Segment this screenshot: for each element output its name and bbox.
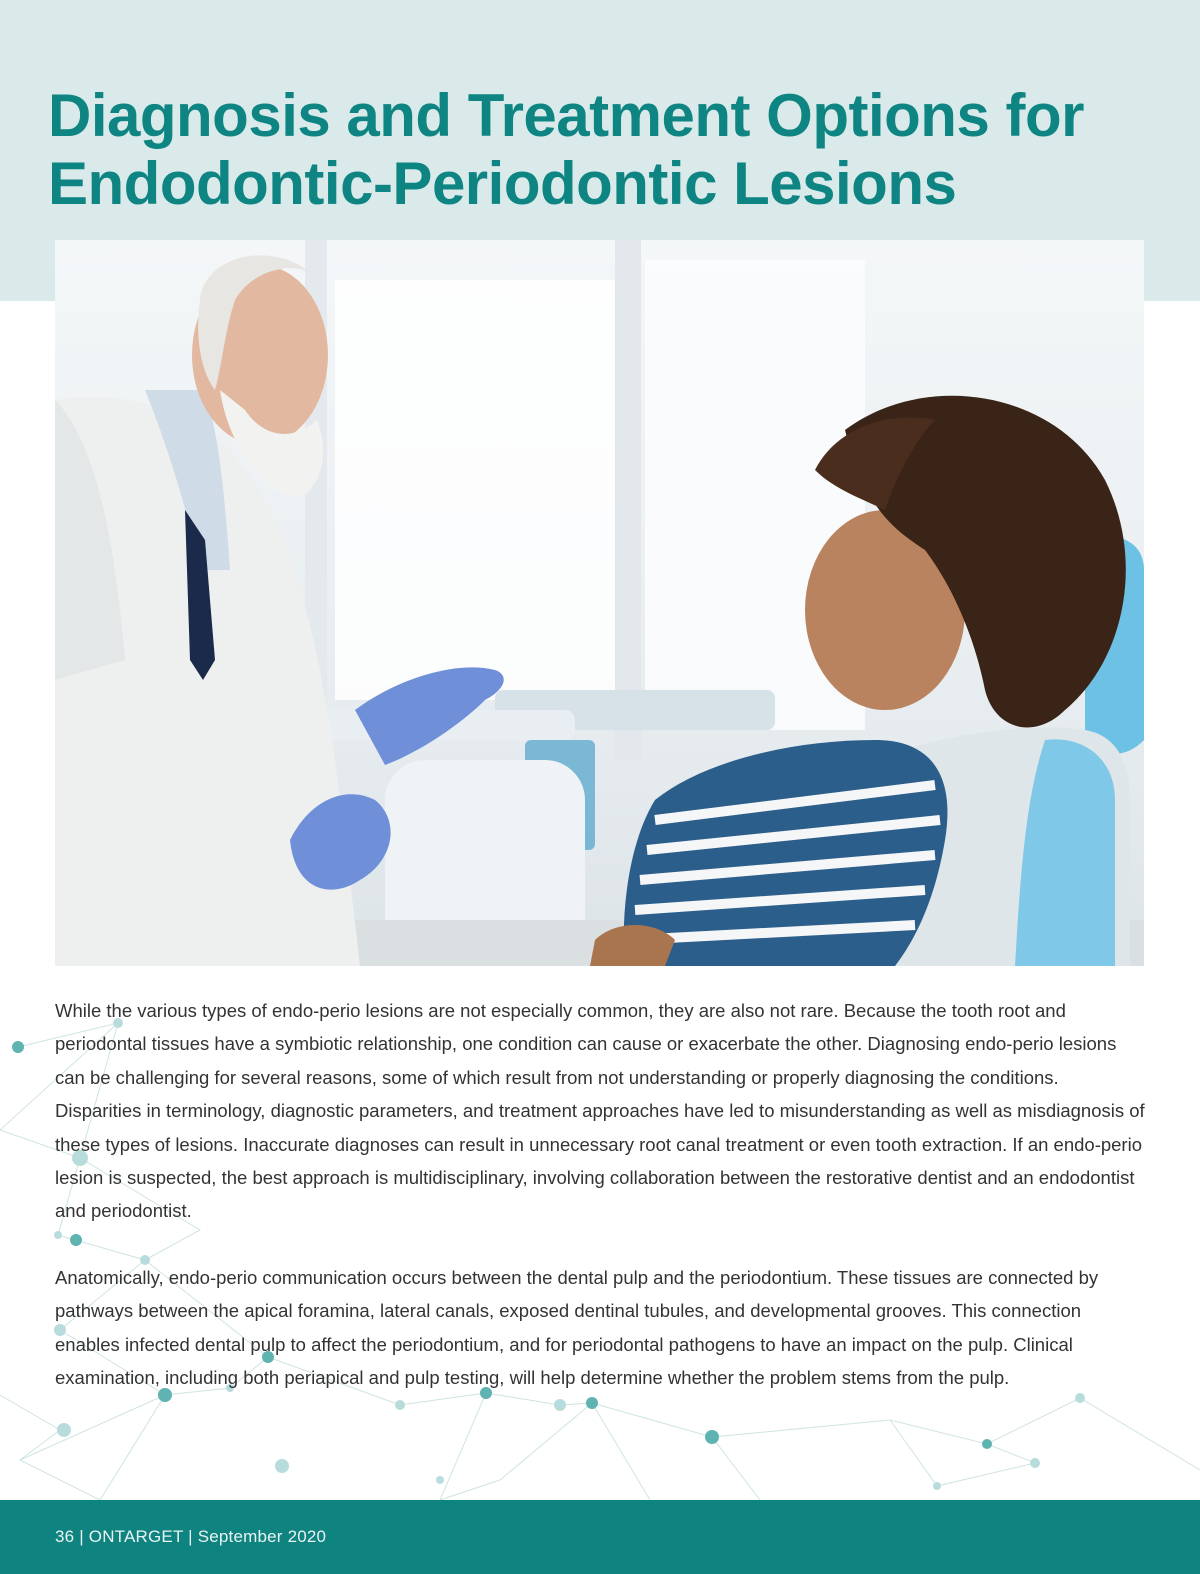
dentist-patient-illustration xyxy=(55,240,1144,966)
paragraph-intro: While the various types of endo-perio lesions are not especially common, they are also not rare. Because the tooth root and periodontal tissues have a symbiotic relationship, one condition can cause or exacerbate the other. Diagnosing endo-perio lesions can be challenging for several reasons, some of which result from not understanding or properly diagnosing the conditions. Disparities in terminology, diagnostic parameters, and treatment approaches have led to misunderstanding as well as misdiagnosis of these types of lesions. Inaccurate diagnoses can result in unnecessary root canal treatment or even tooth extraction. If an endo-perio lesion is suspected, the best approach is multidisciplinary, involving collaboration between the restorative dentist and an endodontist and periodontist. xyxy=(55,1000,1145,1222)
footer-band xyxy=(0,1500,1200,1574)
page-footer-label: 36 | ONTARGET | September 2020 xyxy=(55,1527,327,1546)
hero-photo xyxy=(55,240,1144,966)
paragraph-anatomy: Anatomically, endo-perio communication occurs between the dental pulp and the periodontium. These tissues are connected by pathways between the apical foramina, lateral canals, exposed dentinal tubules, and developmental grooves. This connection enables infected dental pulp to affect the periodontium, and for periodontal pathogens to have an impact on the pulp. Clinical examination, including both periapical and pulp testing, will help determine whether the problem stems from the pulp. xyxy=(55,1266,1099,1389)
article-body xyxy=(55,994,1150,1427)
page-title: Diagnosis and Treatment Options for Endodontic-Periodontic Lesions xyxy=(48,82,1084,217)
